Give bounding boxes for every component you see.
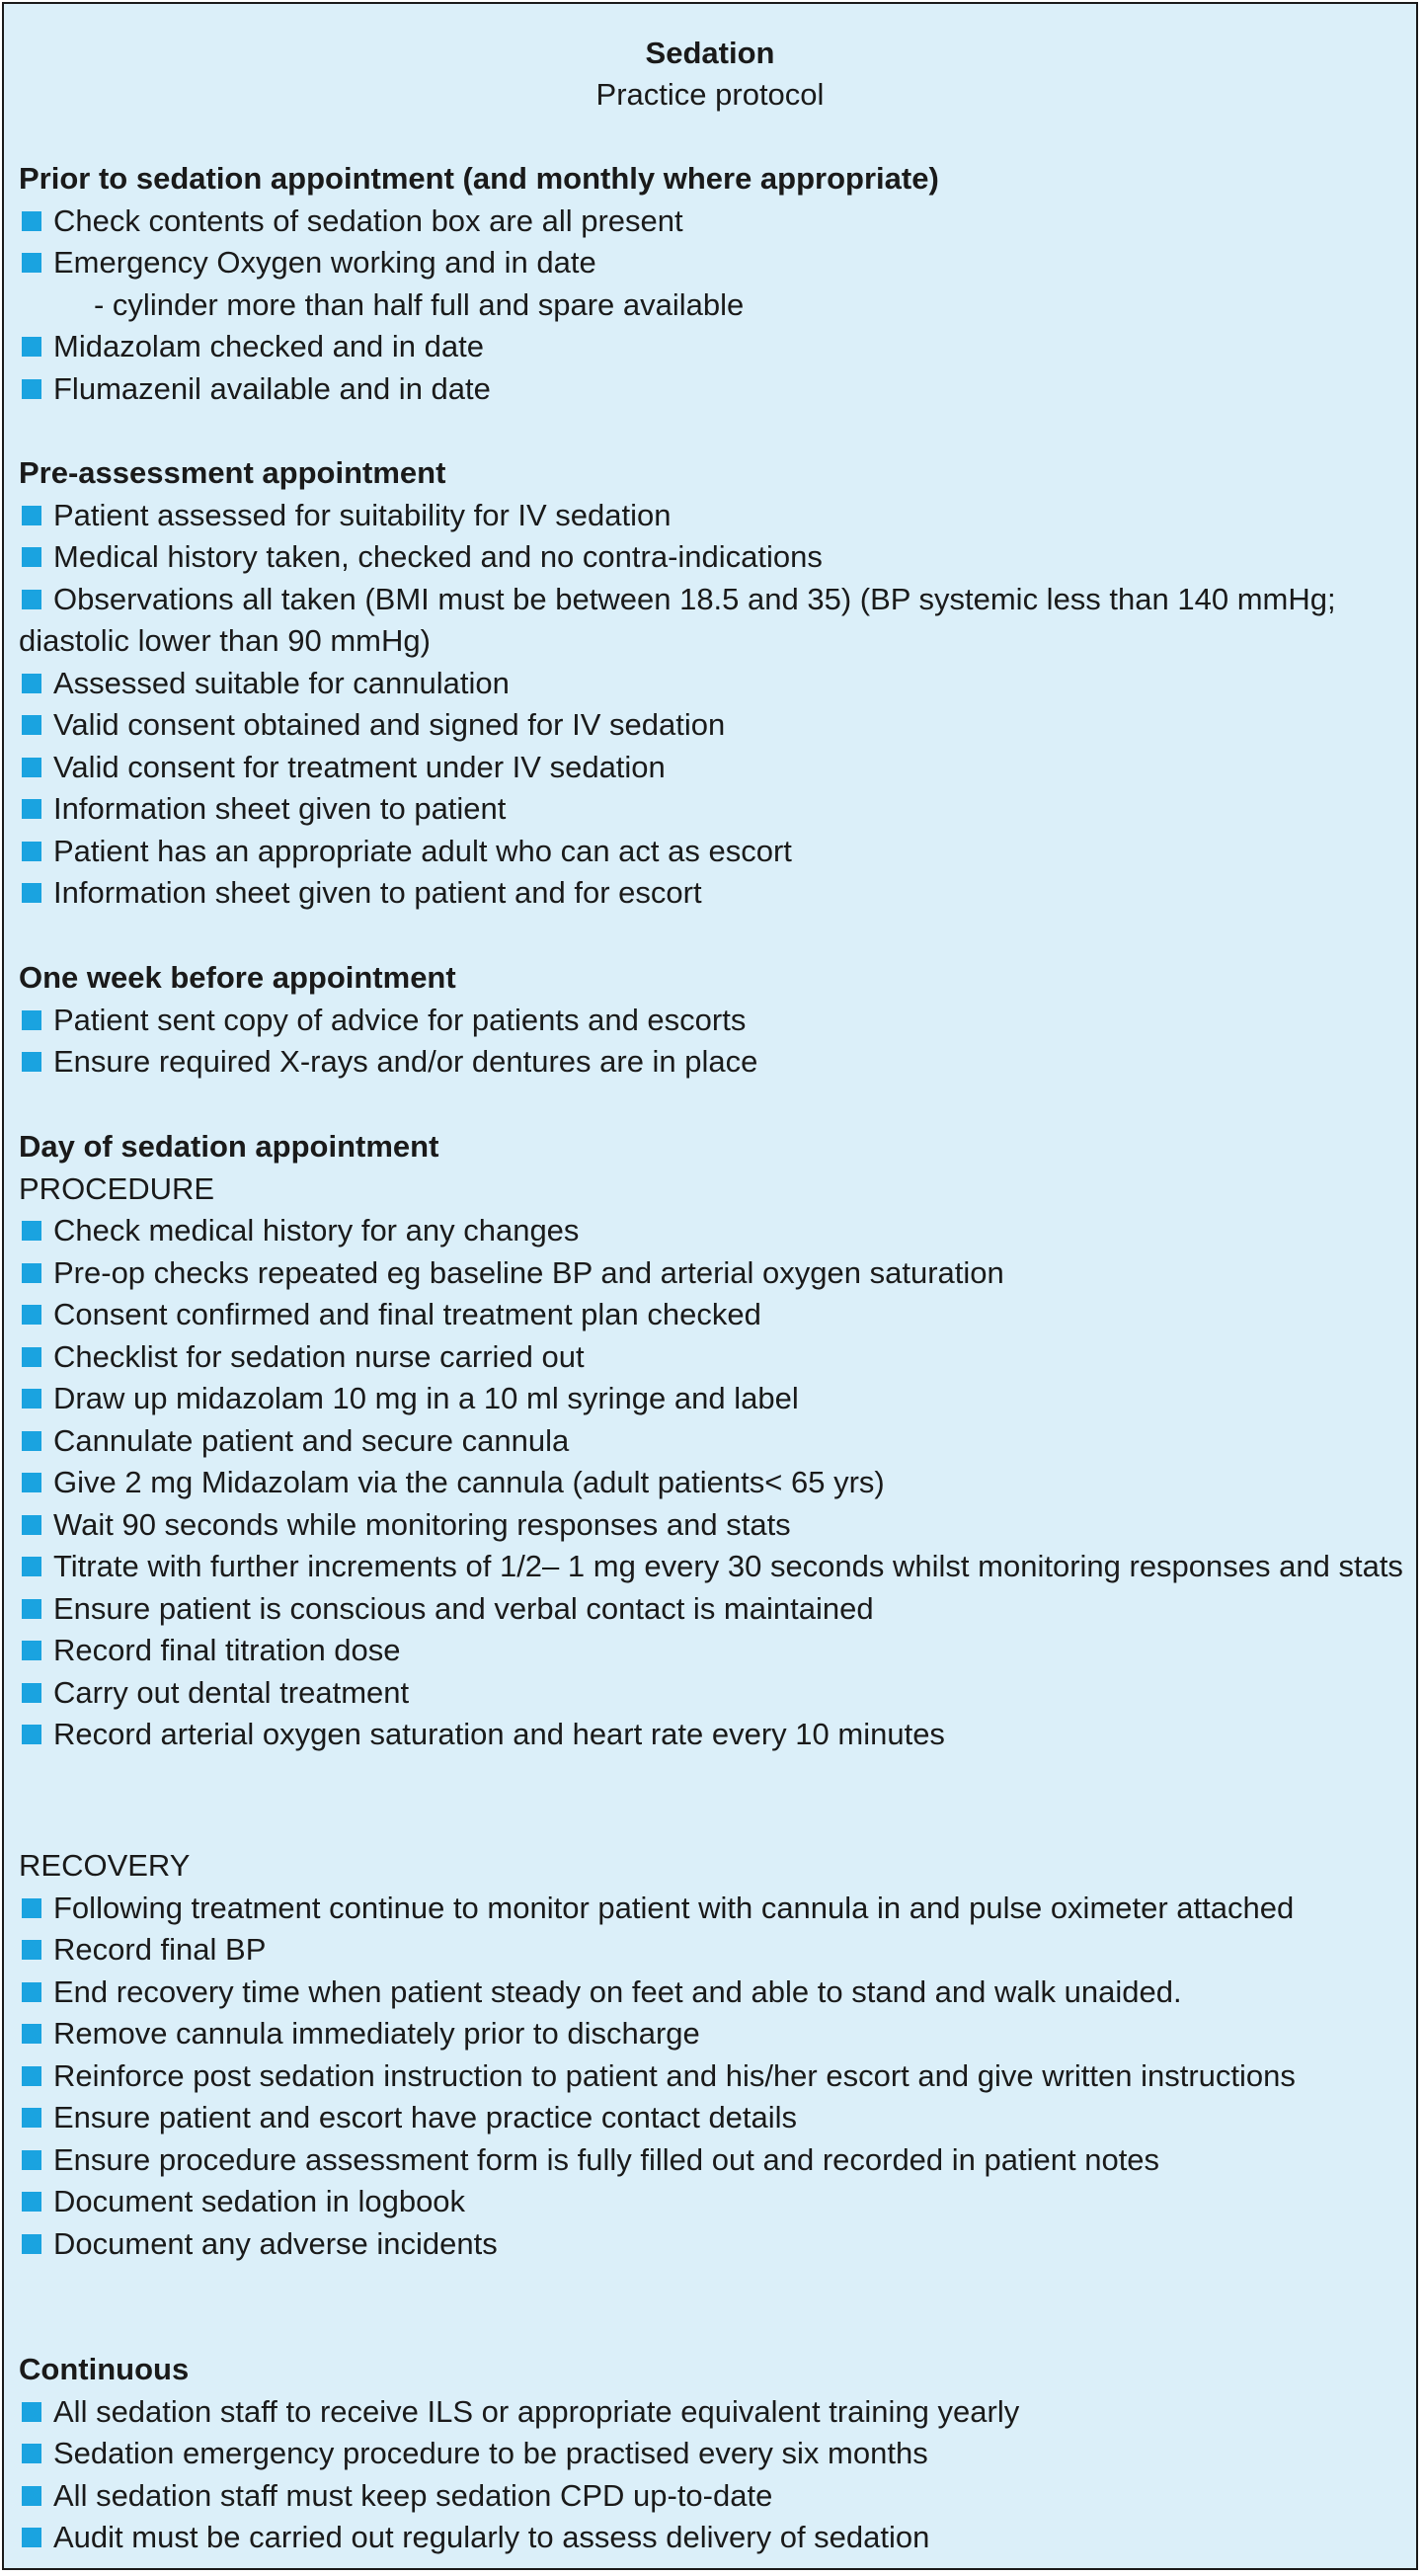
procedure-label: PROCEDURE bbox=[19, 1170, 215, 1206]
list-item: Draw up midazolam 10 mg in a 10 ml syringe and label bbox=[19, 1378, 1406, 1420]
square-bullet-icon bbox=[22, 1641, 41, 1660]
list-item: Patient sent copy of advice for patients and escorts bbox=[19, 1000, 1406, 1042]
square-bullet-icon bbox=[22, 674, 41, 693]
list-item: Midazolam checked and in date bbox=[19, 326, 1406, 368]
square-bullet-icon bbox=[22, 2528, 41, 2547]
square-bullet-icon bbox=[22, 2486, 41, 2506]
recovery-checklist bbox=[19, 1888, 1406, 2266]
list-item: Patient assessed for suitability for IV sedation bbox=[19, 495, 1406, 537]
section-pre-assessment bbox=[19, 452, 1406, 915]
square-bullet-icon bbox=[22, 1940, 41, 1960]
square-bullet-icon bbox=[22, 2402, 41, 2422]
square-bullet-icon bbox=[22, 1557, 41, 1576]
section-heading: Continuous bbox=[19, 2352, 190, 2386]
list-item: Reinforce post sedation instruction to patient and his/her escort and give written instructions bbox=[19, 2055, 1406, 2098]
list-item: Ensure required X-rays and/or dentures are in place bbox=[19, 1041, 1406, 1084]
list-item: Document sedation in logbook bbox=[19, 2181, 1406, 2223]
square-bullet-icon bbox=[22, 1431, 41, 1451]
square-bullet-icon bbox=[22, 337, 41, 357]
list-item: Cannulate patient and secure cannula bbox=[19, 1420, 1406, 1463]
checklist bbox=[19, 1000, 1406, 1084]
list-item: Record final titration dose bbox=[19, 1630, 1406, 1672]
square-bullet-icon bbox=[22, 2234, 41, 2254]
square-bullet-icon bbox=[22, 1221, 41, 1241]
list-item: Carry out dental treatment bbox=[19, 1672, 1406, 1715]
list-item: Audit must be carried out regularly to assess delivery of sedation bbox=[19, 2517, 1406, 2559]
section-recovery bbox=[19, 1845, 1406, 2265]
list-item: Pre-op checks repeated eg baseline BP and arterial oxygen saturation bbox=[19, 1252, 1406, 1295]
list-item: Titrate with further increments of 1/2– 1 mg every 30 seconds whilst monitoring responses and stats bbox=[19, 1546, 1406, 1588]
section-heading: Prior to sedation appointment (and monthly where appropriate) bbox=[19, 161, 939, 196]
square-bullet-icon bbox=[22, 1305, 41, 1325]
checklist bbox=[19, 2391, 1406, 2559]
list-item: End recovery time when patient steady on feet and able to stand and walk unaided. bbox=[19, 1972, 1406, 2014]
list-item: Ensure patient and escort have practice contact details bbox=[19, 2097, 1406, 2139]
square-bullet-icon bbox=[22, 883, 41, 903]
section-heading: Day of sedation appointment bbox=[19, 1129, 439, 1164]
list-item: Sedation emergency procedure to be practised every six months bbox=[19, 2433, 1406, 2475]
square-bullet-icon bbox=[22, 2444, 41, 2463]
list-item: Checklist for sedation nurse carried out bbox=[19, 1336, 1406, 1379]
section-continuous bbox=[19, 2349, 1406, 2559]
list-item: Flumazenil available and in date bbox=[19, 368, 1406, 411]
list-item: Give 2 mg Midazolam via the cannula (adult patients< 65 yrs) bbox=[19, 1462, 1406, 1504]
section-heading: One week before appointment bbox=[19, 960, 456, 995]
list-item: Check contents of sedation box are all present bbox=[19, 201, 1406, 243]
square-bullet-icon bbox=[22, 379, 41, 399]
document-subtitle: Practice protocol bbox=[595, 77, 825, 112]
section-day-of bbox=[19, 1126, 1406, 1756]
list-item: Information sheet given to patient bbox=[19, 788, 1406, 831]
square-bullet-icon bbox=[22, 547, 41, 567]
square-bullet-icon bbox=[22, 2150, 41, 2170]
square-bullet-icon bbox=[22, 506, 41, 525]
list-item: Emergency Oxygen working and in date bbox=[19, 242, 1406, 284]
protocol-panel bbox=[2, 2, 1418, 2570]
list-item: Following treatment continue to monitor patient with cannula in and pulse oximeter attached bbox=[19, 1888, 1406, 1930]
procedure-checklist bbox=[19, 1210, 1406, 1756]
list-item: Ensure patient is conscious and verbal contact is maintained bbox=[19, 1588, 1406, 1631]
list-item: Information sheet given to patient and for escort bbox=[19, 872, 1406, 915]
document-title: Sedation bbox=[645, 36, 775, 70]
recovery-label: RECOVERY bbox=[19, 1848, 191, 1883]
checklist bbox=[19, 495, 1406, 915]
square-bullet-icon bbox=[22, 1263, 41, 1283]
square-bullet-icon bbox=[22, 253, 41, 273]
list-item: Record final BP bbox=[19, 1929, 1406, 1972]
square-bullet-icon bbox=[22, 590, 41, 609]
list-item: Record arterial oxygen saturation and heart rate every 10 minutes bbox=[19, 1714, 1406, 1756]
section-prior bbox=[19, 158, 1406, 410]
list-item: All sedation staff to receive ILS or appropriate equivalent training yearly bbox=[19, 2391, 1406, 2434]
square-bullet-icon bbox=[22, 1052, 41, 1072]
square-bullet-icon bbox=[22, 1898, 41, 1918]
list-item: Observations all taken (BMI must be between 18.5 and 35) (BP systemic less than 140 mmHg; diastolic lower than 90 mmHg) bbox=[19, 581, 1336, 658]
square-bullet-icon bbox=[22, 2192, 41, 2212]
list-item: Valid consent obtained and signed for IV sedation bbox=[19, 704, 1406, 747]
list-item: All sedation staff must keep sedation CPD up-to-date bbox=[19, 2475, 1406, 2518]
square-bullet-icon bbox=[22, 1683, 41, 1703]
checklist bbox=[19, 201, 1406, 284]
square-bullet-icon bbox=[22, 1725, 41, 1744]
list-item: Consent confirmed and final treatment plan checked bbox=[19, 1294, 1406, 1336]
square-bullet-icon bbox=[22, 1389, 41, 1409]
list-item: Medical history taken, checked and no contra-indications bbox=[19, 536, 1406, 579]
square-bullet-icon bbox=[22, 799, 41, 819]
checklist bbox=[19, 326, 1406, 410]
list-item: Document any adverse incidents bbox=[19, 2223, 1406, 2266]
square-bullet-icon bbox=[22, 715, 41, 735]
square-bullet-icon bbox=[22, 1010, 41, 1030]
list-item: Wait 90 seconds while monitoring responses and stats bbox=[19, 1504, 1406, 1547]
list-item: Ensure procedure assessment form is fully filled out and recorded in patient notes bbox=[19, 2139, 1406, 2182]
square-bullet-icon bbox=[22, 1982, 41, 2002]
square-bullet-icon bbox=[22, 1473, 41, 1492]
square-bullet-icon bbox=[22, 1347, 41, 1367]
list-item: Patient has an appropriate adult who can act as escort bbox=[19, 831, 1406, 873]
list-item: Assessed suitable for cannulation bbox=[19, 663, 1406, 705]
square-bullet-icon bbox=[22, 1599, 41, 1619]
section-heading: Pre-assessment appointment bbox=[19, 455, 446, 490]
square-bullet-icon bbox=[22, 2108, 41, 2128]
list-item: Remove cannula immediately prior to discharge bbox=[19, 2013, 1406, 2055]
section-one-week bbox=[19, 957, 1406, 1084]
list-item: Check medical history for any changes bbox=[19, 1210, 1406, 1252]
square-bullet-icon bbox=[22, 2024, 41, 2044]
square-bullet-icon bbox=[22, 758, 41, 777]
square-bullet-icon bbox=[22, 842, 41, 861]
list-sub-item: - cylinder more than half full and spare available bbox=[94, 286, 745, 322]
list-item: Valid consent for treatment under IV sedation bbox=[19, 747, 1406, 789]
square-bullet-icon bbox=[22, 1515, 41, 1535]
square-bullet-icon bbox=[22, 211, 41, 231]
square-bullet-icon bbox=[22, 2066, 41, 2086]
